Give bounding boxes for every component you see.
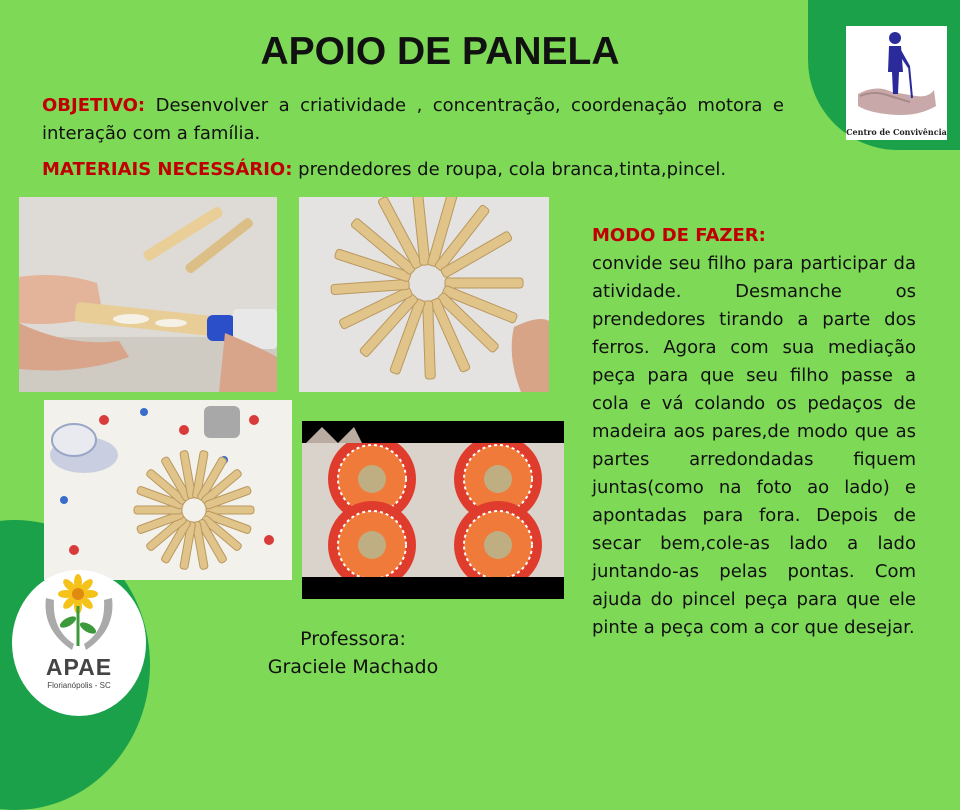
- materiais-text: prendedores de roupa, cola branca,tinta,pincel.: [298, 159, 727, 180]
- centro-convivencia-caption: Centro de Convivência: [846, 127, 947, 137]
- centro-convivencia-logo: [846, 26, 947, 140]
- photo-finished-holder: [44, 400, 292, 580]
- objetivo-label: OBJETIVO:: [42, 95, 146, 116]
- professora-name: Graciele Machado: [267, 656, 439, 678]
- materiais-paragraph: [42, 156, 784, 184]
- objetivo-text: Desenvolver a criatividade , concentração, coordenação motora e interação com a família.: [42, 95, 784, 144]
- apae-name: APAE: [45, 654, 113, 680]
- sunflower-hands-icon: [12, 570, 146, 660]
- materiais-label: MATERIAIS NECESSÁRIO:: [42, 159, 293, 180]
- apae-logo: [12, 570, 146, 716]
- elderly-person-icon: [846, 26, 947, 126]
- modo-de-fazer-section: [592, 222, 916, 642]
- photo-clothespin-pieces: [299, 197, 549, 392]
- apae-city: Florianópolis - SC: [47, 681, 111, 690]
- professora-label: Professora:: [300, 628, 406, 650]
- objetivo-paragraph: [42, 92, 784, 148]
- modo-de-fazer-label: MODO DE FAZER:: [592, 225, 766, 246]
- photo-glue-application: [19, 197, 277, 392]
- modo-de-fazer-text: convide seu filho para participar da atividade. Desmanche os prendedores tirando a parte dos ferros. Agora com sua mediação peça para que seu filho passe a cola e vá colando os pedaços de madeira aos pares,de modo que as partes arredondadas fiquem juntas(como na foto ao lado) e apontadas para fora. Depois de secar bem,cole-as lado a lado juntando-as pelas pontas. Com ajuda do pincel peça para que ele pinte a peça com a cor que desejar.: [592, 253, 916, 638]
- page-title: APOIO DE PANELA: [260, 30, 620, 73]
- photo-painted-holders: [302, 421, 564, 599]
